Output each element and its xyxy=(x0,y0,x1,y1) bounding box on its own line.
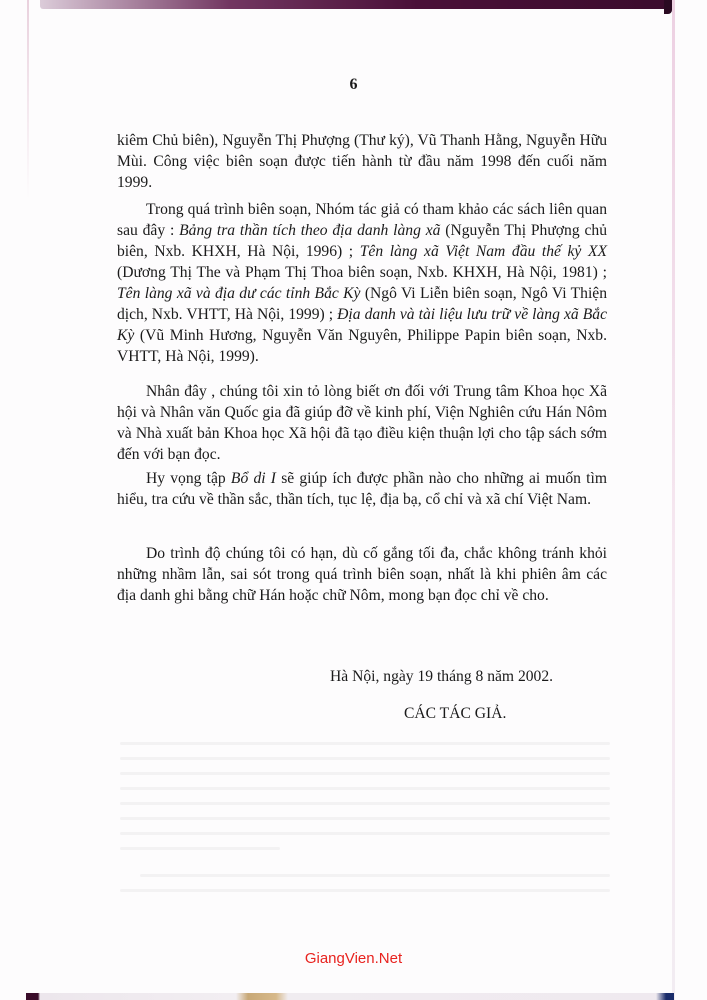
paragraph-text: (Dương Thị The và Phạm Thị Thoa biên soạn, Nxb. KHXH, Hà Nội, 1981) ; xyxy=(117,264,607,281)
page-right-edge xyxy=(672,0,675,1000)
signature-author: CÁC TÁC GIẢ. xyxy=(404,705,507,722)
paragraph-text: sẽ giúp ích được phần nào cho những ai muốn tìm hiểu, tra cứu về thần sắc, thần tích, tục lệ, địa bạ, cổ chỉ và xã chí Việt Nam. xyxy=(117,470,607,508)
paragraph-acknowledgements xyxy=(117,381,607,465)
book-title: Tên làng xã và địa dư các tỉnh Bắc Kỳ xyxy=(117,285,361,302)
watermark-link[interactable]: GiangVien.Net xyxy=(304,950,403,967)
page-number: 6 xyxy=(349,76,358,93)
book-title: Bảng tra thần tích theo địa danh làng xã xyxy=(179,222,441,239)
paragraph-text: Trong quá trình biên soạn, Nhóm tác giả có tham khảo các sách liên quan sau đây : xyxy=(117,201,607,239)
paragraph-apology xyxy=(117,543,607,606)
paragraph-references xyxy=(117,199,607,367)
book-title: Địa danh và tài liệu lưu trữ về làng xã Bắc Kỳ xyxy=(117,306,607,344)
signature-place-date: Hà Nội, ngày 19 tháng 8 năm 2002. xyxy=(330,668,554,685)
paragraph-text: (Vũ Minh Hương, Nguyễn Văn Nguyên, Philippe Papin biên soạn, Nxb. VHTT, Hà Nội, 1999). xyxy=(117,327,607,365)
paragraph-hope xyxy=(117,468,607,510)
paragraph-text: (Ngô Vi Liễn biên soạn, Ngô Vi Thiện dịch, Nxb. VHTT, Hà Nội, 1999) ; xyxy=(117,285,608,323)
page-left-edge xyxy=(27,0,29,200)
page-bottom-edge xyxy=(26,993,674,1000)
paragraph-text: Hy vọng tập xyxy=(146,470,231,487)
paragraph-text: Do trình độ chúng tôi có hạn, dù cố gắng tối đa, chắc không tránh khỏi những nhầm lẫn, sai sót trong quá trình biên soạn, nhất là khi phiên âm các địa danh ghi bằng chữ Hán hoặc chữ Nôm, mong bạn đọc chỉ về cho. xyxy=(117,545,607,604)
paragraph-text: Nhân đây , chúng tôi xin tỏ lòng biết ơn đối với Trung tâm Khoa học Xã hội và Nhân văn Quốc gia đã giúp đỡ về kinh phí, Viện Nghiên cứu Hán Nôm và Nhà xuất bản Khoa học Xã hội đã tạo điều kiện thuận lợi cho tập sách sớm đến với bạn đọc. xyxy=(117,383,607,463)
paragraph-1 xyxy=(117,130,607,193)
paragraph-text: kiêm Chủ biên), Nguyễn Thị Phượng (Thư ký), Vũ Thanh Hằng, Nguyễn Hữu Mùi. Công việc biên soạn được tiến hành từ đầu năm 1998 đến cuối năm 1999. xyxy=(117,132,607,191)
page-top-binding-edge xyxy=(40,0,670,9)
page-corner-mark xyxy=(664,0,672,14)
book-title: Tên làng xã Việt Nam đầu thế kỷ XX xyxy=(359,243,607,260)
book-title: Bổ di I xyxy=(230,470,276,487)
paragraph-text: (Nguyễn Thị Phượng chủ biên, Nxb. KHXH, Hà Nội, 1996) ; xyxy=(117,222,607,260)
